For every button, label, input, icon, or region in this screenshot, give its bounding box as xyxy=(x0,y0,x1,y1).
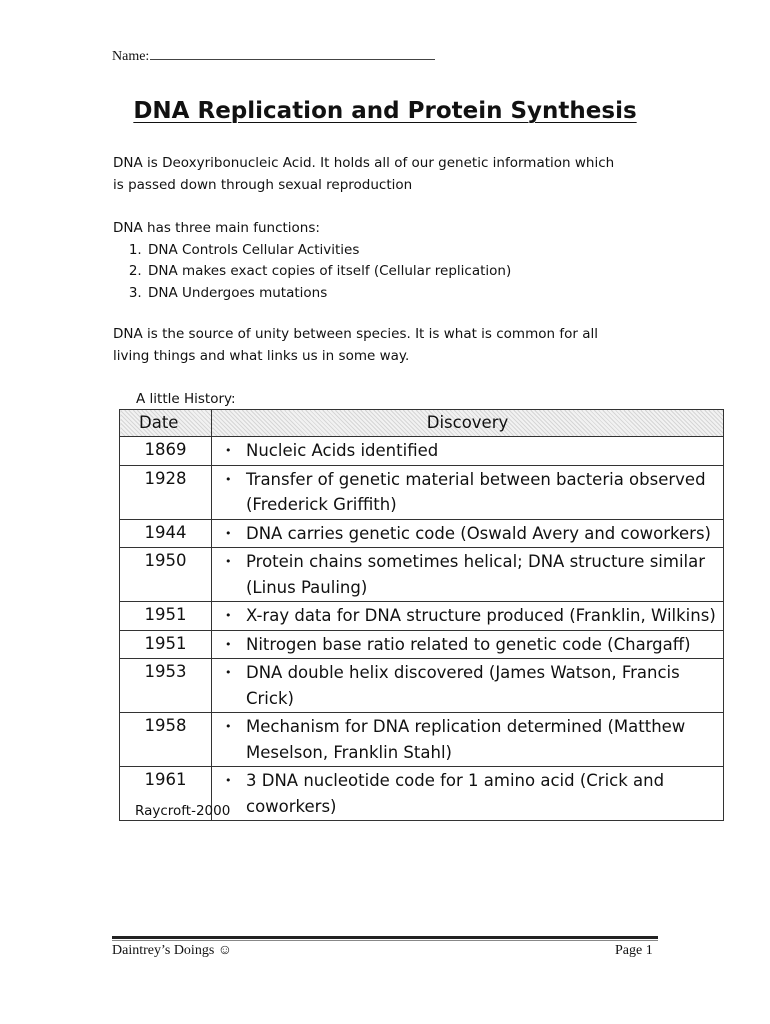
column-header-date: Date xyxy=(120,410,212,437)
functions-section xyxy=(113,218,673,304)
function-item: 1. DNA Controls Cellular Activities xyxy=(146,240,673,262)
row-discovery: • Transfer of genetic material between bacteria observed (Frederick Griffith) xyxy=(212,465,724,519)
row-discovery: • Nitrogen base ratio related to genetic code (Chargaff) xyxy=(212,630,724,659)
row-date: 1928 xyxy=(120,465,212,519)
name-field-line xyxy=(112,47,435,65)
row-discovery: • Protein chains sometimes helical; DNA structure similar (Linus Pauling) xyxy=(212,548,724,602)
table-row xyxy=(120,437,724,466)
intro-line-2: is passed down through sexual reproduction xyxy=(113,176,413,193)
functions-list xyxy=(113,240,673,305)
table-row xyxy=(120,602,724,631)
bullet-icon: • xyxy=(225,555,232,568)
function-item: 3. DNA Undergoes mutations xyxy=(146,283,673,305)
column-header-discovery: Discovery xyxy=(212,410,724,437)
bullet-icon: • xyxy=(225,444,232,457)
page-title: DNA Replication and Protein Synthesis xyxy=(133,98,637,124)
table-row xyxy=(120,519,724,548)
table-header-row xyxy=(120,410,724,437)
page-number: Page 1 xyxy=(615,943,653,958)
table-row xyxy=(120,548,724,602)
functions-heading: DNA has three main functions: xyxy=(113,220,320,236)
row-date: 1869 xyxy=(120,437,212,466)
table-row xyxy=(120,713,724,767)
row-discovery: • Nucleic Acids identified xyxy=(212,437,724,466)
row-discovery: • 3 DNA nucleotide code for 1 amino acid (Crick and coworkers) xyxy=(212,767,724,821)
row-discovery: • X-ray data for DNA structure produced (Franklin, Wilkins) xyxy=(212,602,724,631)
row-date: 1950 xyxy=(120,548,212,602)
footer-divider xyxy=(112,936,658,939)
source-credit: Raycroft-2000 xyxy=(135,803,231,819)
row-date: 1958 xyxy=(120,713,212,767)
row-discovery: • Mechanism for DNA replication determined (Matthew Meselson, Franklin Stahl) xyxy=(212,713,724,767)
bullet-icon: • xyxy=(225,720,232,733)
function-item: 2. DNA makes exact copies of itself (Cellular replication) xyxy=(146,261,673,283)
footer-left-text: Daintrey’s Doings ☺ xyxy=(112,943,233,958)
table-row xyxy=(120,659,724,713)
bullet-icon: • xyxy=(225,637,232,651)
name-blank xyxy=(150,47,435,60)
intro-line-1: DNA is Deoxyribonucleic Acid. It holds all of our genetic information which xyxy=(113,155,615,171)
name-label: Name: xyxy=(112,49,150,64)
history-table xyxy=(119,409,724,821)
history-label: A little History: xyxy=(136,391,236,407)
unity-line-2: living things and what links us in some way. xyxy=(113,347,410,364)
unity-paragraph xyxy=(113,324,673,367)
row-date: 1961 xyxy=(120,767,212,821)
row-date: 1951 xyxy=(120,630,212,659)
row-date: 1944 xyxy=(120,519,212,548)
intro-paragraph xyxy=(113,153,673,196)
bullet-icon: • xyxy=(225,526,232,540)
row-discovery: • DNA carries genetic code (Oswald Avery and coworkers) xyxy=(212,519,724,548)
row-date: 1953 xyxy=(120,659,212,713)
unity-line-1: DNA is the source of unity between species. It is what is common for all xyxy=(113,326,598,342)
table-row xyxy=(120,630,724,659)
table-row xyxy=(120,465,724,519)
bullet-icon: • xyxy=(225,774,232,787)
bullet-icon: • xyxy=(225,609,232,622)
row-discovery: • DNA double helix discovered (James Watson, Francis Crick) xyxy=(212,659,724,713)
bullet-icon: • xyxy=(225,472,232,486)
row-date: 1951 xyxy=(120,602,212,631)
bullet-icon: • xyxy=(225,666,232,679)
footer-divider-thin xyxy=(112,940,658,941)
